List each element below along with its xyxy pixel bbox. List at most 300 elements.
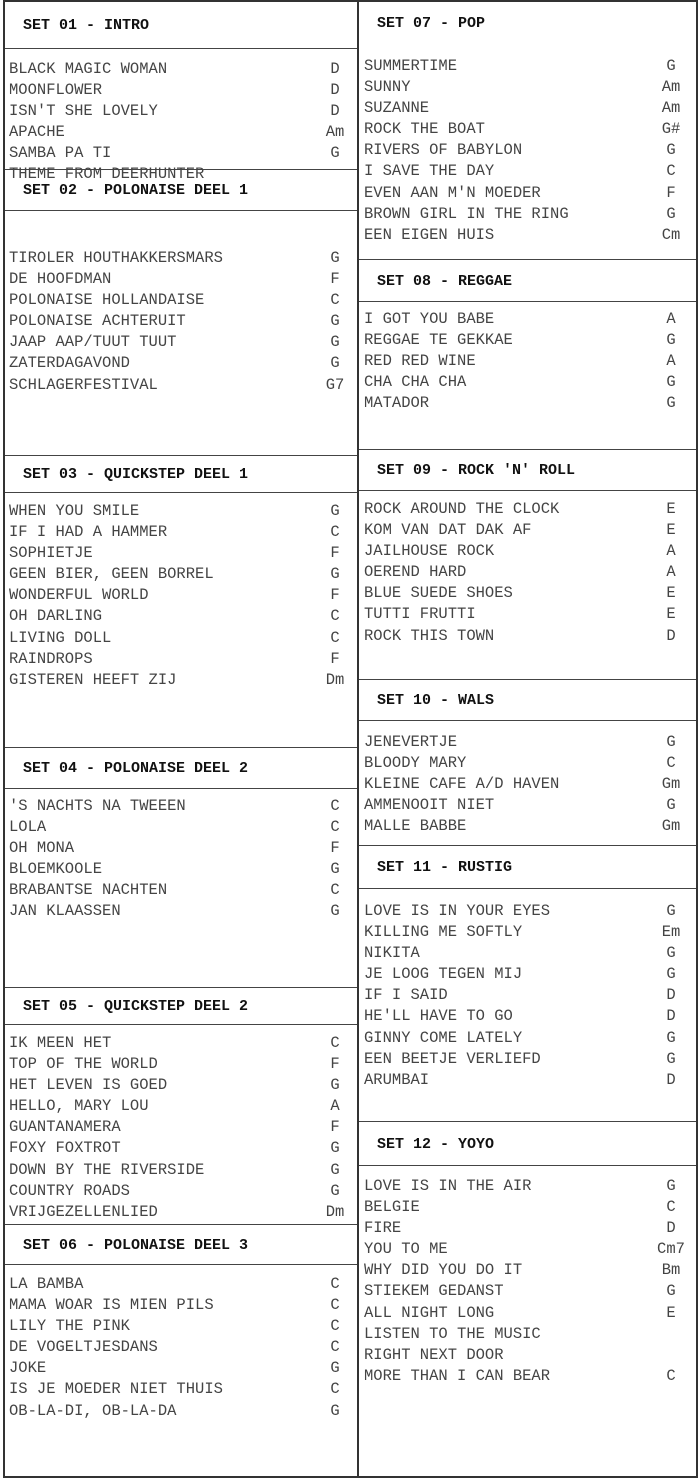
song-row — [5, 1160, 357, 1181]
song-row — [359, 499, 696, 520]
song-key: Dm — [325, 1202, 345, 1221]
set-title: SET 04 - POLONAISE DEEL 2 — [23, 760, 249, 777]
song-title: JE LOOG TEGEN MIJ — [364, 965, 523, 984]
song-list — [359, 309, 696, 414]
song-key: A — [666, 563, 676, 582]
song-row — [5, 1274, 357, 1295]
song-list — [359, 901, 696, 1091]
set-section — [359, 2, 696, 259]
song-title: OH MONA — [9, 839, 75, 858]
song-row — [5, 122, 357, 143]
set-section — [5, 455, 357, 747]
song-key: G — [666, 944, 676, 963]
song-title: JAAP AAP/TUUT TUUT — [9, 333, 177, 352]
song-title: POLONAISE HOLLANDAISE — [9, 291, 205, 310]
song-title: DOWN BY THE RIVERSIDE — [9, 1160, 205, 1179]
song-title: IF I SAID — [364, 986, 448, 1005]
song-title: DE VOGELTJESDANS — [9, 1338, 158, 1357]
song-row — [359, 1260, 696, 1281]
song-title: GINNY COME LATELY — [364, 1028, 523, 1047]
song-row — [359, 393, 696, 414]
song-title: SUZANNE — [364, 99, 430, 118]
song-title: EEN BEETJE VERLIEFD — [364, 1049, 541, 1068]
song-title: SUNNY — [364, 78, 411, 97]
song-title: HET LEVEN IS GOED — [9, 1076, 168, 1095]
set-header — [5, 747, 357, 789]
song-title: I SAVE THE DAY — [364, 162, 495, 181]
song-key: G — [330, 502, 340, 520]
set-header — [5, 987, 357, 1025]
song-key: G — [666, 373, 676, 392]
song-key: D — [330, 60, 340, 78]
song-title: JAN KLAASSEN — [9, 902, 121, 921]
song-row — [5, 838, 357, 859]
song-key: D — [666, 626, 676, 645]
set-title: SET 05 - QUICKSTEP DEEL 2 — [23, 998, 249, 1015]
song-title: KOM VAN DAT DAK AF — [364, 521, 532, 540]
song-key: A — [666, 352, 676, 371]
song-row — [5, 290, 357, 311]
song-title: BLOODY MARY — [364, 754, 467, 773]
song-key: F — [330, 544, 340, 563]
song-row — [359, 225, 696, 246]
song-key: G — [330, 565, 340, 584]
song-title: SCHLAGERFESTIVAL — [9, 375, 158, 394]
song-row — [5, 796, 357, 817]
song-title: LISTEN TO THE MUSIC — [364, 1324, 541, 1343]
song-title: STIEKEM GEDANST — [364, 1282, 504, 1301]
song-row — [359, 183, 696, 204]
song-row — [5, 1054, 357, 1075]
set-section — [359, 449, 696, 679]
song-key: F — [666, 183, 676, 202]
set-header — [5, 1224, 357, 1265]
song-row — [359, 541, 696, 562]
song-key: Cm — [661, 225, 681, 244]
song-row — [5, 501, 357, 522]
set-header — [5, 169, 357, 211]
song-key: G — [330, 333, 340, 352]
song-key: C — [666, 1366, 676, 1385]
song-row — [359, 562, 696, 583]
song-list — [5, 1274, 357, 1422]
song-key: G — [330, 1076, 340, 1095]
song-row — [5, 564, 357, 585]
song-row — [359, 351, 696, 372]
song-row — [359, 1324, 696, 1345]
song-key: Gm — [661, 817, 681, 836]
set-title: SET 01 - INTRO — [23, 17, 150, 34]
song-row — [5, 649, 357, 670]
song-title: FOXY FOXTROT — [9, 1139, 121, 1158]
song-row — [359, 98, 696, 119]
song-row — [359, 795, 696, 816]
song-list — [5, 796, 357, 923]
song-key: G — [666, 394, 676, 413]
song-title: SAMBA PA TI — [9, 144, 112, 163]
set-header — [5, 2, 357, 49]
song-row — [359, 330, 696, 351]
song-key: C — [330, 523, 340, 542]
song-row — [359, 1028, 696, 1049]
song-row — [5, 606, 357, 627]
set-title: SET 09 - ROCK 'N' ROLL — [377, 462, 576, 479]
set-title: SET 07 - POP — [377, 15, 486, 32]
song-key: G — [330, 354, 340, 373]
song-row — [5, 332, 357, 353]
set-header — [359, 449, 696, 491]
set-header — [5, 455, 357, 493]
song-title: LA BAMBA — [9, 1275, 84, 1293]
song-key: Am — [325, 123, 345, 142]
song-title: GUANTANAMERA — [9, 1118, 121, 1137]
song-key: A — [666, 542, 676, 561]
song-key: Cm7 — [657, 1240, 685, 1259]
song-key: Dm — [325, 670, 345, 689]
song-row — [5, 59, 357, 80]
song-row — [5, 1358, 357, 1379]
song-key: G — [330, 312, 340, 331]
song-key: Bm — [661, 1261, 681, 1280]
song-title: SUMMERTIME — [364, 57, 458, 75]
song-key: F — [330, 649, 340, 668]
song-title: DE HOOFDMAN — [9, 270, 112, 289]
song-title: BROWN GIRL IN THE RING — [364, 204, 569, 223]
song-key: Am — [661, 99, 681, 118]
song-title: JENEVERTJE — [364, 733, 458, 751]
song-row — [5, 1181, 357, 1202]
song-title: LILY THE PINK — [9, 1317, 130, 1336]
song-key: G — [666, 1049, 676, 1068]
song-key: E — [666, 605, 676, 624]
song-row — [359, 626, 696, 647]
set-section — [359, 259, 696, 454]
song-title: LOVE IS IN THE AIR — [364, 1177, 532, 1195]
song-title: HE'LL HAVE TO GO — [364, 1007, 513, 1026]
song-key: C — [666, 1198, 676, 1217]
song-list — [359, 732, 696, 837]
song-key: D — [666, 1007, 676, 1026]
song-row — [359, 372, 696, 393]
song-key: F — [330, 586, 340, 605]
set-section — [5, 987, 357, 1224]
song-title: THEME FROM DEERHUNTER — [9, 165, 205, 184]
song-key: C — [666, 754, 676, 773]
song-title: 'S NACHTS NA TWEEEN — [9, 797, 186, 815]
song-title: WONDERFUL WORLD — [9, 586, 149, 605]
song-title: ARUMBAI — [364, 1070, 430, 1089]
song-key: G — [666, 204, 676, 223]
song-title: LOLA — [9, 818, 47, 837]
song-title: BRABANTSE NACHTEN — [9, 881, 168, 900]
song-row — [5, 269, 357, 290]
song-key: G — [666, 141, 676, 160]
set-title: SET 02 - POLONAISE DEEL 1 — [23, 182, 249, 199]
song-title: OH DARLING — [9, 607, 103, 626]
song-title: BLUE SUEDE SHOES — [364, 584, 513, 603]
song-row — [359, 922, 696, 943]
song-title: KILLING ME SOFTLY — [364, 923, 523, 942]
song-title: BLACK MAGIC WOMAN — [9, 60, 168, 78]
song-row — [359, 119, 696, 140]
set-title: SET 10 - WALS — [377, 692, 495, 709]
song-row — [5, 901, 357, 922]
song-row — [5, 585, 357, 606]
song-row — [5, 375, 357, 396]
song-title: LOVE IS IN YOUR EYES — [364, 902, 551, 920]
song-row — [5, 1337, 357, 1358]
song-key: F — [330, 270, 340, 289]
song-title: COUNTRY ROADS — [9, 1181, 130, 1200]
song-row — [5, 1096, 357, 1117]
song-title: IS JE MOEDER NIET THUIS — [9, 1380, 223, 1399]
song-row — [5, 628, 357, 649]
song-key: E — [666, 521, 676, 540]
song-title: ZATERDAGAVOND — [9, 354, 130, 373]
song-title: BELGIE — [364, 1198, 420, 1217]
song-key: G — [666, 1282, 676, 1301]
song-key: C — [330, 1380, 340, 1399]
song-key: D — [330, 81, 340, 100]
song-row — [359, 520, 696, 541]
song-key: C — [330, 607, 340, 626]
song-key: E — [666, 1303, 676, 1322]
set-section — [5, 169, 357, 455]
song-key: G — [330, 144, 340, 163]
song-key: G — [666, 1028, 676, 1047]
song-key: G — [330, 1401, 340, 1420]
song-row — [5, 1138, 357, 1159]
song-title: MALLE BABBE — [364, 817, 467, 836]
song-row — [359, 901, 696, 922]
song-key: Em — [661, 923, 681, 942]
song-key: G — [666, 331, 676, 350]
song-title: ROCK THIS TOWN — [364, 626, 495, 645]
song-title: TIROLER HOUTHAKKERSMARS — [9, 249, 223, 267]
song-key: G# — [661, 120, 681, 139]
song-title: RIGHT NEXT DOOR — [364, 1345, 504, 1364]
song-title: KLEINE CAFE A/D HAVEN — [364, 775, 560, 794]
song-key: G — [330, 902, 340, 921]
song-title: EVEN AAN M'N MOEDER — [364, 183, 541, 202]
song-row — [359, 161, 696, 182]
song-row — [5, 1295, 357, 1316]
set-section — [359, 845, 696, 1121]
song-title: JAILHOUSE ROCK — [364, 542, 495, 561]
song-row — [359, 1239, 696, 1260]
song-key: C — [330, 881, 340, 900]
song-row — [5, 1316, 357, 1337]
set-section — [359, 1121, 696, 1480]
song-row — [5, 1117, 357, 1138]
song-key: C — [330, 797, 340, 815]
right-column — [357, 0, 698, 1478]
song-row — [359, 1366, 696, 1387]
song-row — [5, 1075, 357, 1096]
song-row — [5, 1401, 357, 1422]
song-row — [5, 1379, 357, 1400]
song-title: MAMA WOAR IS MIEN PILS — [9, 1296, 214, 1315]
song-title: SOPHIETJE — [9, 544, 93, 563]
song-title: MOONFLOWER — [9, 81, 103, 100]
song-title: YOU TO ME — [364, 1240, 448, 1259]
song-row — [5, 80, 357, 101]
left-column — [3, 0, 359, 1478]
song-row — [359, 583, 696, 604]
song-key: G — [330, 249, 340, 267]
song-list — [359, 1176, 696, 1387]
song-title: FIRE — [364, 1219, 402, 1238]
song-row — [5, 1033, 357, 1054]
song-row — [359, 1218, 696, 1239]
song-row — [359, 985, 696, 1006]
song-row — [359, 1049, 696, 1070]
song-row — [5, 311, 357, 332]
song-title: RED RED WINE — [364, 352, 476, 371]
song-list — [5, 501, 357, 691]
song-title: HELLO, MARY LOU — [9, 1097, 149, 1116]
set-title: SET 08 - REGGAE — [377, 273, 513, 290]
song-title: MORE THAN I CAN BEAR — [364, 1366, 551, 1385]
song-key: G — [666, 965, 676, 984]
song-title: WHY DID YOU DO IT — [364, 1261, 523, 1280]
song-key: C — [666, 162, 676, 181]
song-title: ROCK AROUND THE CLOCK — [364, 500, 560, 518]
song-row — [359, 140, 696, 161]
song-row — [359, 753, 696, 774]
song-key: C — [330, 1275, 340, 1293]
song-list — [5, 1033, 357, 1223]
set-title: SET 03 - QUICKSTEP DEEL 1 — [23, 466, 249, 483]
song-key: G — [330, 1181, 340, 1200]
song-row — [359, 816, 696, 837]
song-title: BLOEMKOOLE — [9, 860, 103, 879]
song-row — [359, 309, 696, 330]
set-section — [5, 2, 357, 184]
song-key: A — [330, 1097, 340, 1116]
song-key: E — [666, 500, 676, 518]
song-title: ALL NIGHT LONG — [364, 1303, 495, 1322]
song-title: NIKITA — [364, 944, 420, 963]
song-key: C — [330, 818, 340, 837]
song-key: C — [330, 628, 340, 647]
song-title: MATADOR — [364, 394, 430, 413]
song-key: G — [666, 902, 676, 920]
song-key: Gm — [661, 775, 681, 794]
song-row — [359, 204, 696, 225]
song-row — [359, 964, 696, 985]
song-key: C — [330, 1338, 340, 1357]
song-title: VRIJGEZELLENLIED — [9, 1202, 158, 1221]
set-title: SET 06 - POLONAISE DEEL 3 — [23, 1237, 249, 1254]
song-row — [5, 880, 357, 901]
song-row — [5, 543, 357, 564]
song-title: CHA CHA CHA — [364, 373, 467, 392]
song-row — [5, 522, 357, 543]
song-row — [359, 1345, 696, 1366]
song-key: Am — [661, 78, 681, 97]
song-row — [5, 143, 357, 164]
song-row — [5, 859, 357, 880]
song-key: D — [666, 1219, 676, 1238]
song-row — [5, 1202, 357, 1223]
song-key: C — [330, 1317, 340, 1336]
song-key: A — [666, 310, 676, 328]
song-title: ISN'T SHE LOVELY — [9, 102, 158, 121]
set-section — [5, 1224, 357, 1480]
song-title: I GOT YOU BABE — [364, 310, 495, 328]
set-title: SET 11 - RUSTIG — [377, 859, 513, 876]
song-key: C — [330, 291, 340, 310]
song-key: C — [330, 1034, 340, 1052]
song-key: G — [330, 1359, 340, 1378]
song-row — [359, 1176, 696, 1197]
set-title: SET 12 - YOYO — [377, 1136, 495, 1153]
song-row — [5, 817, 357, 838]
song-key: G — [666, 796, 676, 815]
set-header — [359, 1121, 696, 1166]
song-title: AMMENOOIT NIET — [364, 796, 495, 815]
set-section — [5, 747, 357, 987]
song-row — [359, 943, 696, 964]
set-header — [359, 259, 696, 302]
song-key: G — [330, 860, 340, 879]
song-row — [359, 56, 696, 77]
song-key: G — [666, 57, 676, 75]
song-row — [359, 1070, 696, 1091]
song-row — [5, 670, 357, 691]
song-key: G — [330, 1139, 340, 1158]
song-key: G — [330, 1160, 340, 1179]
song-title: JOKE — [9, 1359, 47, 1378]
song-row — [359, 774, 696, 795]
song-title: REGGAE TE GEKKAE — [364, 331, 513, 350]
song-title: ROCK THE BOAT — [364, 120, 485, 139]
song-list — [359, 499, 696, 647]
song-list — [359, 56, 696, 246]
song-key: G7 — [325, 375, 345, 394]
set-header — [359, 2, 696, 46]
song-row — [5, 248, 357, 269]
song-key: F — [330, 1055, 340, 1074]
song-row — [5, 101, 357, 122]
song-row — [359, 732, 696, 753]
song-title: WHEN YOU SMILE — [9, 502, 140, 520]
song-title: GISTEREN HEEFT ZIJ — [9, 670, 177, 689]
set-header — [359, 845, 696, 889]
set-section — [359, 679, 696, 845]
song-title: POLONAISE ACHTERUIT — [9, 312, 186, 331]
song-row — [359, 1281, 696, 1302]
set-header — [359, 679, 696, 721]
song-key: F — [330, 1118, 340, 1137]
song-row — [359, 1006, 696, 1027]
song-title: IK MEEN HET — [9, 1034, 112, 1052]
song-title: IF I HAD A HAMMER — [9, 523, 168, 542]
song-key: C — [330, 1296, 340, 1315]
song-key: G — [666, 733, 676, 751]
song-key: E — [666, 584, 676, 603]
song-key: D — [330, 102, 340, 121]
song-title: RIVERS OF BABYLON — [364, 141, 523, 160]
song-key: D — [666, 1070, 676, 1089]
song-row — [359, 1197, 696, 1218]
song-row — [359, 604, 696, 625]
song-title: TOP OF THE WORLD — [9, 1055, 158, 1074]
song-row — [359, 77, 696, 98]
song-title: RAINDROPS — [9, 649, 93, 668]
song-title: OEREND HARD — [364, 563, 467, 582]
